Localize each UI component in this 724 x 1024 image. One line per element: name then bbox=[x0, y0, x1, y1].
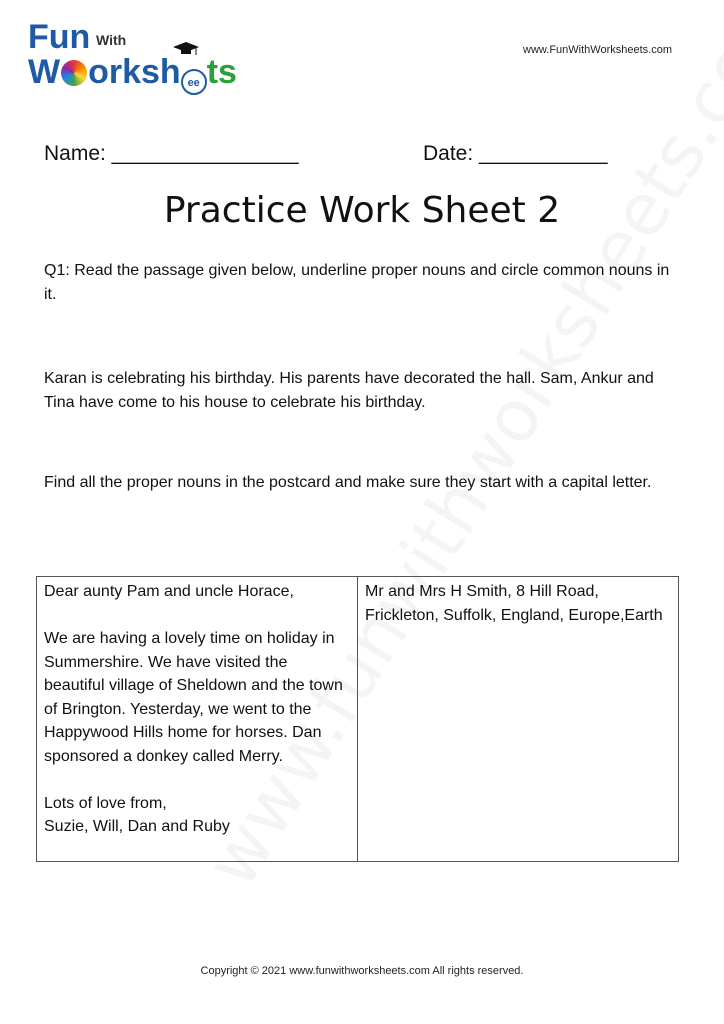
smiley-face-icon: ee bbox=[181, 69, 207, 95]
postcard-table bbox=[36, 576, 679, 862]
logo-ts-text: ts bbox=[206, 53, 237, 91]
worksheet-title: Practice Work Sheet 2 bbox=[163, 190, 561, 231]
logo-orksh-text: orksh bbox=[88, 53, 181, 91]
postcard-divider bbox=[357, 577, 358, 861]
logo-worksheets-text bbox=[28, 54, 237, 95]
question-1: Q1: Read the passage given below, underline proper nouns and circle common nouns in it. bbox=[44, 262, 670, 303]
copyright-footer: Copyright © 2021 www.funwithworksheets.com All rights reserved. bbox=[200, 965, 524, 977]
name-field-line: Name: ________________ bbox=[44, 142, 299, 165]
logo-with-text: With bbox=[96, 32, 127, 48]
site-url: www.FunWithWorksheets.com bbox=[523, 44, 672, 56]
site-logo bbox=[28, 18, 237, 94]
logo-w-letter: W bbox=[28, 53, 61, 91]
find-instruction: Find all the proper nouns in the postcard and make sure they start with a capital letter. bbox=[44, 474, 652, 491]
logo-fun-text: Fun bbox=[28, 18, 91, 56]
passage-text: Karan is celebrating his birthday. His parents have decorated the hall. Sam, Ankur and Tina have come to his house to celebrate his birthday. bbox=[44, 370, 654, 411]
postcard-address: Mr and Mrs H Smith, 8 Hill Road, Frickleton, Suffolk, England, Europe,Earth bbox=[365, 583, 663, 624]
flower-icon bbox=[61, 60, 87, 86]
date-field-line: Date: ___________ bbox=[423, 142, 608, 165]
postcard-letter: Dear aunty Pam and uncle Horace, We are having a lovely time on holiday in Summershire. We have visited the beautiful village of Sheldown and the town of Brington. Yesterday, we went to the Happywood Hills home for horses. Dan sponsored a donkey called Merry. Lots of love from, Suzie, Will, Dan and Ruby bbox=[44, 583, 343, 835]
